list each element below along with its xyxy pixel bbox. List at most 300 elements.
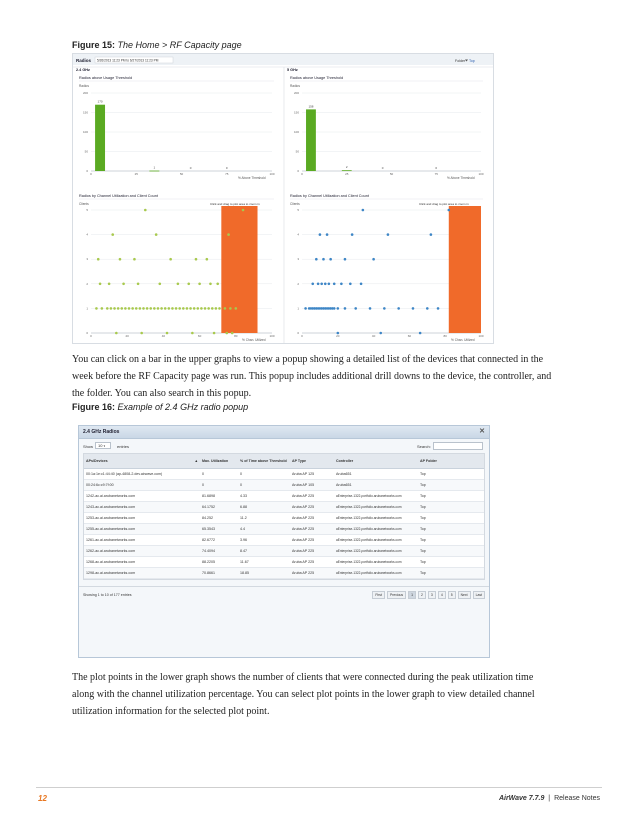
plot-point[interactable] [115, 332, 118, 335]
x-tick-label: 100 [478, 172, 484, 176]
plot-point[interactable] [168, 307, 171, 310]
search-input[interactable] [433, 442, 483, 450]
x-tick-label: 50 [179, 172, 184, 176]
plot-point[interactable] [113, 307, 116, 310]
x-tick-label: 0 [301, 172, 303, 176]
device-link[interactable]: 00:1a:1e:c1:44:40 (ap-4808-2.dev.airwave.com) [84, 469, 200, 480]
page-button-previous[interactable]: Previous [387, 591, 406, 599]
controller-link[interactable]: aEnterprise-1322-portfolio.arubanetworks.com [334, 491, 418, 502]
x-axis-label: % Chan. Utilized [451, 338, 475, 342]
folder-link[interactable]: Top [418, 546, 484, 557]
bar-data-label: 2 [345, 165, 348, 170]
x-tick-label: 0 [301, 334, 303, 338]
y-tick-label: 4 [86, 232, 88, 237]
plot-point[interactable] [209, 283, 212, 286]
x-tick-label: 50 [389, 172, 394, 176]
bar-data-label: 0 [189, 166, 192, 170]
chevron-down-icon: ▾ [103, 444, 106, 448]
plot-point[interactable] [189, 307, 192, 310]
plot-point[interactable] [354, 307, 357, 310]
high-utilization-region [449, 206, 481, 333]
table-header-row [84, 454, 484, 469]
plot-point[interactable] [144, 209, 147, 212]
plot-point[interactable] [229, 307, 232, 310]
plot-point[interactable] [97, 258, 100, 261]
plot-point[interactable] [315, 258, 318, 261]
bar[interactable] [342, 170, 352, 171]
plot-point[interactable] [206, 258, 209, 261]
popup-title: 2.4 GHz Radios [83, 429, 120, 435]
paragraph-line: The plot points in the lower graph shows the number of clients that were connected during the peak utilization time [72, 672, 534, 683]
plot-point[interactable] [122, 283, 125, 286]
max-utilization-cell: 74.4094 [200, 546, 238, 557]
y-tick-label: 0 [86, 169, 88, 173]
y-tick-label: 3 [297, 257, 299, 262]
table-row [84, 546, 484, 557]
doc-title: Release Notes [554, 795, 600, 802]
figure16-caption [72, 402, 248, 412]
plot-point[interactable] [160, 307, 163, 310]
plot-point[interactable] [397, 307, 400, 310]
plot-point[interactable] [344, 307, 347, 310]
bar[interactable] [149, 171, 159, 172]
plot-point[interactable] [155, 233, 158, 236]
band-label-5: 5 GHz [287, 68, 298, 72]
plot-point[interactable] [191, 332, 194, 335]
popup-header [79, 426, 489, 439]
x-tick-label: 25 [345, 172, 349, 176]
plot-point[interactable] [204, 307, 207, 310]
plot-point[interactable] [320, 283, 323, 286]
page-button-5[interactable]: 5 [448, 591, 456, 599]
y-tick-label: 50 [295, 149, 299, 154]
folder-link[interactable]: Top [418, 568, 484, 579]
x-axis-label: % Chan. Utilized [242, 338, 266, 342]
ap-type-cell: Aruba AP 225 [290, 568, 334, 579]
controller-link[interactable]: aEnterprise-1322-portfolio.arubanetworks.com [334, 524, 418, 535]
plot-point[interactable] [111, 233, 114, 236]
plot-point[interactable] [146, 307, 149, 310]
plot-points-paragraph [72, 669, 617, 720]
plot-point[interactable] [218, 307, 221, 310]
paragraph-line: You can click on a bar in the upper graphs to view a popup showing a detailed list of the devices that connected in the [72, 354, 544, 365]
plot-point[interactable] [153, 307, 156, 310]
bar-data-label: 0 [381, 166, 384, 170]
plot-point[interactable] [196, 307, 199, 310]
bar-data-label: 1 [153, 165, 156, 170]
plot-point[interactable] [169, 258, 172, 261]
time-above-cell: 6.88 [238, 502, 290, 513]
ap-type-cell: Aruba AP 225 [290, 557, 334, 568]
x-tick-label: 40 [371, 334, 376, 338]
chart-title: Radios above Usage Threshold [79, 76, 133, 80]
plot-point[interactable] [108, 283, 111, 286]
figure15-number: Figure 15: [72, 40, 116, 50]
x-tick-label: 60 [407, 334, 412, 338]
table-row [84, 491, 484, 502]
plot-point[interactable] [117, 307, 120, 310]
paragraph-line: utilization information for the selected plot point. [72, 706, 270, 717]
col-ap-folder[interactable]: AP Folder [418, 454, 484, 469]
plot-point[interactable] [326, 233, 329, 236]
search-label: Search: [417, 444, 431, 449]
max-utilization-cell: 70.8661 [200, 568, 238, 579]
plot-point[interactable] [177, 283, 180, 286]
table-row [84, 513, 484, 524]
y-axis-label: Radios [79, 84, 89, 88]
x-tick-label: 75 [434, 172, 438, 176]
time-above-cell: 11.2 [238, 513, 290, 524]
plot-point[interactable] [379, 332, 382, 335]
chart-title: Radios above Usage Threshold [290, 76, 344, 80]
folder-link[interactable]: Top [418, 502, 484, 513]
max-utilization-cell: 88.2205 [200, 557, 238, 568]
plot-point[interactable] [213, 332, 216, 335]
plot-point[interactable] [227, 233, 230, 236]
plot-point[interactable] [149, 307, 152, 310]
paragraph-line: along with the channel utilization percentage. You can select plot points in the lower graph to view detailed channel [72, 689, 535, 700]
time-above-cell: 4.4 [238, 524, 290, 535]
plot-point[interactable] [110, 307, 113, 310]
plot-point[interactable] [198, 283, 201, 286]
y-tick-label: 100 [293, 130, 299, 134]
plot-point[interactable] [344, 258, 347, 261]
radio-table [84, 454, 484, 579]
plot-point[interactable] [328, 283, 331, 286]
show-label: Show [83, 444, 94, 449]
plot-point[interactable] [333, 307, 336, 310]
bar[interactable] [306, 109, 316, 171]
plot-point[interactable] [324, 283, 327, 286]
plot-point[interactable] [437, 307, 440, 310]
high-utilization-region [221, 206, 257, 333]
table-row [84, 502, 484, 513]
ap-type-cell: Aruba AP 225 [290, 535, 334, 546]
y-tick-label: 2 [86, 281, 88, 286]
plot-point[interactable] [333, 283, 336, 286]
time-above-cell: 4.33 [238, 491, 290, 502]
page-button-next[interactable]: Next [458, 591, 471, 599]
y-tick-label: 0 [297, 169, 299, 173]
popup-table-wrap [83, 453, 485, 580]
plot-point[interactable] [215, 307, 218, 310]
page-number: 12 [38, 794, 47, 803]
ap-type-cell: Aruba AP 225 [290, 513, 334, 524]
col-time-above-threshold[interactable]: % of Time above Threshold [238, 454, 290, 469]
time-above-cell: 3.96 [238, 535, 290, 546]
plot-point[interactable] [133, 258, 136, 261]
entries-label: entries [117, 444, 130, 449]
device-link[interactable]: 1243-ac.ai.arubanetworks.com [84, 502, 200, 513]
plot-point[interactable] [128, 307, 131, 310]
bar-chart-2-4ghz [79, 76, 275, 180]
table-row [84, 568, 484, 579]
bar[interactable] [95, 105, 105, 171]
max-utilization-cell: 0 [200, 469, 238, 480]
y-tick-label: 0 [297, 331, 299, 335]
page-button-3[interactable]: 3 [428, 591, 436, 599]
plot-point[interactable] [311, 283, 314, 286]
device-link[interactable]: 1261-ac.ai.arubanetworks.com [84, 535, 200, 546]
y-axis-label: Clients [290, 202, 300, 206]
plot-point[interactable] [139, 307, 142, 310]
figure15-title: The Home > RF Capacity page [117, 40, 242, 50]
plot-point[interactable] [351, 233, 354, 236]
plot-point[interactable] [171, 307, 174, 310]
footer-doc-info [499, 795, 600, 802]
plot-point[interactable] [137, 283, 140, 286]
y-tick-label: 0 [86, 331, 88, 335]
x-tick-label: 75 [225, 172, 229, 176]
y-tick-label: 4 [297, 232, 299, 237]
intro-paragraph [72, 351, 617, 402]
plot-point[interactable] [317, 283, 320, 286]
pagination [370, 591, 485, 599]
table-row [84, 535, 484, 546]
plot-point[interactable] [211, 307, 214, 310]
controller-link[interactable]: aEnterprise-1322-portfolio.arubanetworks.com [334, 568, 418, 579]
plot-point[interactable] [119, 258, 122, 261]
plot-point[interactable] [193, 307, 196, 310]
device-link[interactable]: 1268-ac.ai.arubanetworks.com [84, 557, 200, 568]
x-tick-label: 25 [134, 172, 138, 176]
y-tick-label: 50 [84, 149, 88, 154]
y-tick-label: 2 [297, 281, 299, 286]
plot-point[interactable] [142, 307, 145, 310]
device-link[interactable]: 1298-ac.ai.arubanetworks.com [84, 568, 200, 579]
page-button-4[interactable]: 4 [438, 591, 446, 599]
plot-point[interactable] [372, 258, 375, 261]
plot-point[interactable] [387, 233, 390, 236]
time-above-cell: 11.67 [238, 557, 290, 568]
folder-link[interactable]: Top [418, 524, 484, 535]
x-tick-label: 60 [197, 334, 202, 338]
scatter-chart-5ghz [290, 194, 484, 342]
plot-point[interactable] [178, 307, 181, 310]
plot-point[interactable] [95, 307, 98, 310]
x-tick-label: 80 [234, 334, 238, 338]
plot-point[interactable] [349, 283, 352, 286]
date-range-text: 5/26/2013 11:23 PM to 6/27/2013 11:23 PM [97, 58, 159, 63]
paragraph-line: the folder. You can also search in this popup. [72, 388, 252, 399]
col-max-utilization[interactable]: Max. Utilization [200, 454, 238, 469]
chart-title: Radios by Channel Utilization and Client Count [290, 194, 369, 198]
folder-link[interactable]: Top [418, 480, 484, 491]
footer-separator: | [548, 795, 551, 802]
plot-point[interactable] [337, 307, 340, 310]
max-utilization-cell: 81.6898 [200, 491, 238, 502]
radio-popup [78, 425, 490, 658]
sort-asc-icon: ▲ [194, 459, 198, 463]
plot-point[interactable] [140, 332, 143, 335]
page-button-last[interactable]: Last [473, 591, 485, 599]
time-above-cell: 0 [238, 469, 290, 480]
controller-link[interactable]: aEnterprise-1322-portfolio.arubanetworks.com [334, 546, 418, 557]
plot-point[interactable] [430, 233, 433, 236]
max-utilization-cell: 0 [200, 480, 238, 491]
col-aps-devices[interactable]: APs/Devices ▲ [84, 454, 200, 469]
plot-point[interactable] [216, 283, 219, 286]
x-tick-label: 100 [478, 334, 484, 338]
popup-controls [79, 439, 489, 453]
plot-point[interactable] [225, 332, 228, 335]
plot-point[interactable] [182, 307, 185, 310]
rf-capacity-svg [73, 54, 493, 343]
plot-point[interactable] [135, 307, 138, 310]
controller-link[interactable]: Aruba651 [334, 469, 418, 480]
entries-select[interactable] [95, 442, 111, 449]
rf-capacity-figure [72, 53, 494, 344]
table-row [84, 469, 484, 480]
y-tick-label: 5 [297, 208, 299, 212]
x-axis-label: % Above Threshold [447, 176, 475, 180]
plot-point[interactable] [131, 307, 134, 310]
y-tick-label: 5 [86, 208, 88, 212]
bar-data-label: 158 [308, 104, 314, 109]
table-status: Showing 1 to 10 of 177 entries [83, 593, 132, 597]
x-tick-label: 100 [269, 172, 275, 176]
device-link[interactable]: 00:24:6c:c9:7f:00 [84, 480, 200, 491]
plot-point[interactable] [383, 307, 386, 310]
plot-point[interactable] [242, 209, 245, 212]
folder-link[interactable]: Top [418, 491, 484, 502]
plot-point[interactable] [106, 307, 109, 310]
footer-rule [36, 787, 602, 788]
plot-point[interactable] [207, 307, 210, 310]
plot-point[interactable] [157, 307, 160, 310]
plot-point[interactable] [166, 332, 169, 335]
plot-point[interactable] [99, 283, 102, 286]
folder-value-link[interactable]: Top [469, 59, 475, 63]
x-tick-label: 80 [443, 334, 447, 338]
plot-point[interactable] [164, 307, 167, 310]
plot-point[interactable] [187, 283, 190, 286]
plot-point[interactable] [340, 283, 343, 286]
table-row [84, 524, 484, 535]
plot-point[interactable] [175, 307, 178, 310]
bar-data-label: 0 [225, 166, 228, 170]
popup-footer [79, 586, 489, 603]
y-tick-label: 200 [293, 91, 299, 95]
table-row [84, 480, 484, 491]
controller-link[interactable]: aEnterprise-1322-portfolio.arubanetworks.com [334, 557, 418, 568]
folder-label: Folder [455, 59, 466, 63]
y-axis-label: Clients [79, 202, 89, 206]
plot-point[interactable] [319, 233, 322, 236]
plot-point[interactable] [426, 307, 429, 310]
paragraph-line: week before the RF Capacity page was run. This popup includes additional drill downs to the device, the controller, and [72, 371, 552, 382]
radios-tab[interactable]: Radios [76, 58, 92, 63]
max-utilization-cell: 84.252 [200, 513, 238, 524]
figure15-caption [72, 40, 242, 50]
x-tick-label: 0 [90, 334, 92, 338]
plot-point[interactable] [419, 332, 422, 335]
product-name: AirWave 7.7.9 [498, 795, 545, 802]
plot-point[interactable] [231, 332, 234, 335]
plot-point[interactable] [200, 307, 203, 310]
ap-type-cell: Aruba AP 225 [290, 546, 334, 557]
x-tick-label: 0 [90, 172, 92, 176]
folder-link[interactable]: Top [418, 535, 484, 546]
y-tick-label: 150 [82, 110, 88, 115]
y-tick-label: 1 [297, 306, 299, 311]
plot-point[interactable] [329, 258, 332, 261]
bar-chart-5ghz [290, 76, 484, 180]
bar-data-label: 170 [97, 99, 103, 104]
max-utilization-cell: 65.3543 [200, 524, 238, 535]
plot-point[interactable] [360, 283, 363, 286]
x-tick-label: 40 [161, 334, 166, 338]
plot-point[interactable] [304, 307, 307, 310]
time-above-cell: 8.47 [238, 546, 290, 557]
plot-point[interactable] [101, 307, 104, 310]
ap-type-cell: Aruba AP 225 [290, 524, 334, 535]
close-icon[interactable]: ✕ [479, 428, 485, 435]
folder-link[interactable]: Top [418, 513, 484, 524]
y-tick-label: 200 [82, 91, 88, 95]
ap-type-cell: Aruba AP 225 [290, 491, 334, 502]
plot-point[interactable] [186, 307, 189, 310]
page-button-2[interactable]: 2 [418, 591, 426, 599]
plot-point[interactable] [195, 258, 198, 261]
chart-title: Radios by Channel Utilization and Client Count [79, 194, 158, 198]
plot-point[interactable] [322, 258, 325, 261]
device-link[interactable]: 1242-ac.ai.arubanetworks.com [84, 491, 200, 502]
figure16-number: Figure 16: [72, 402, 116, 412]
y-axis-label: Radios [290, 84, 300, 88]
x-tick-label: 100 [269, 334, 275, 338]
plot-point[interactable] [124, 307, 127, 310]
controller-link[interactable]: aEnterprise-1322-portfolio.arubanetworks.com [334, 513, 418, 524]
max-utilization-cell: 82.6772 [200, 535, 238, 546]
plot-point[interactable] [412, 307, 415, 310]
device-link[interactable]: 1253-ac.ai.arubanetworks.com [84, 513, 200, 524]
device-link[interactable]: 1262-ac.ai.arubanetworks.com [84, 546, 200, 557]
page-button-first[interactable]: First [372, 591, 385, 599]
plot-point[interactable] [120, 307, 123, 310]
controller-link[interactable]: aEnterprise-1322-portfolio.arubanetworks.com [334, 502, 418, 513]
y-tick-label: 150 [293, 110, 299, 115]
zoom-hint: Click and drag to plot area to zoom in [419, 202, 469, 206]
plot-point[interactable] [224, 307, 227, 310]
folder-link[interactable]: Top [418, 557, 484, 568]
col-ap-type[interactable]: AP Type [290, 454, 334, 469]
plot-point[interactable] [369, 307, 372, 310]
page-button-1[interactable]: 1 [408, 591, 416, 599]
controller-link[interactable]: Aruba651 [334, 480, 418, 491]
bar-data-label: 0 [435, 166, 438, 170]
plot-point[interactable] [362, 209, 365, 212]
scatter-chart-2-4ghz [79, 194, 275, 342]
folder-link[interactable]: Top [418, 469, 484, 480]
x-axis-label: % Above Threshold [238, 176, 266, 180]
col-controller[interactable]: Controller [334, 454, 418, 469]
plot-point[interactable] [447, 209, 450, 212]
controller-link[interactable]: aEnterprise-1322-portfolio.arubanetworks.com [334, 535, 418, 546]
y-tick-label: 100 [82, 130, 88, 134]
figure16-title: Example of 2.4 GHz radio popup [117, 402, 249, 412]
entries-select-value: 10 [98, 443, 103, 448]
plot-point[interactable] [158, 283, 161, 286]
plot-point[interactable] [235, 307, 238, 310]
x-tick-label: 20 [125, 334, 129, 338]
ap-type-cell: Aruba AP 225 [290, 502, 334, 513]
time-above-cell: 18.85 [238, 568, 290, 579]
device-link[interactable]: 1255-ac.ai.arubanetworks.com [84, 524, 200, 535]
max-utilization-cell: 64.1752 [200, 502, 238, 513]
table-row [84, 557, 484, 568]
y-tick-label: 1 [86, 306, 88, 311]
